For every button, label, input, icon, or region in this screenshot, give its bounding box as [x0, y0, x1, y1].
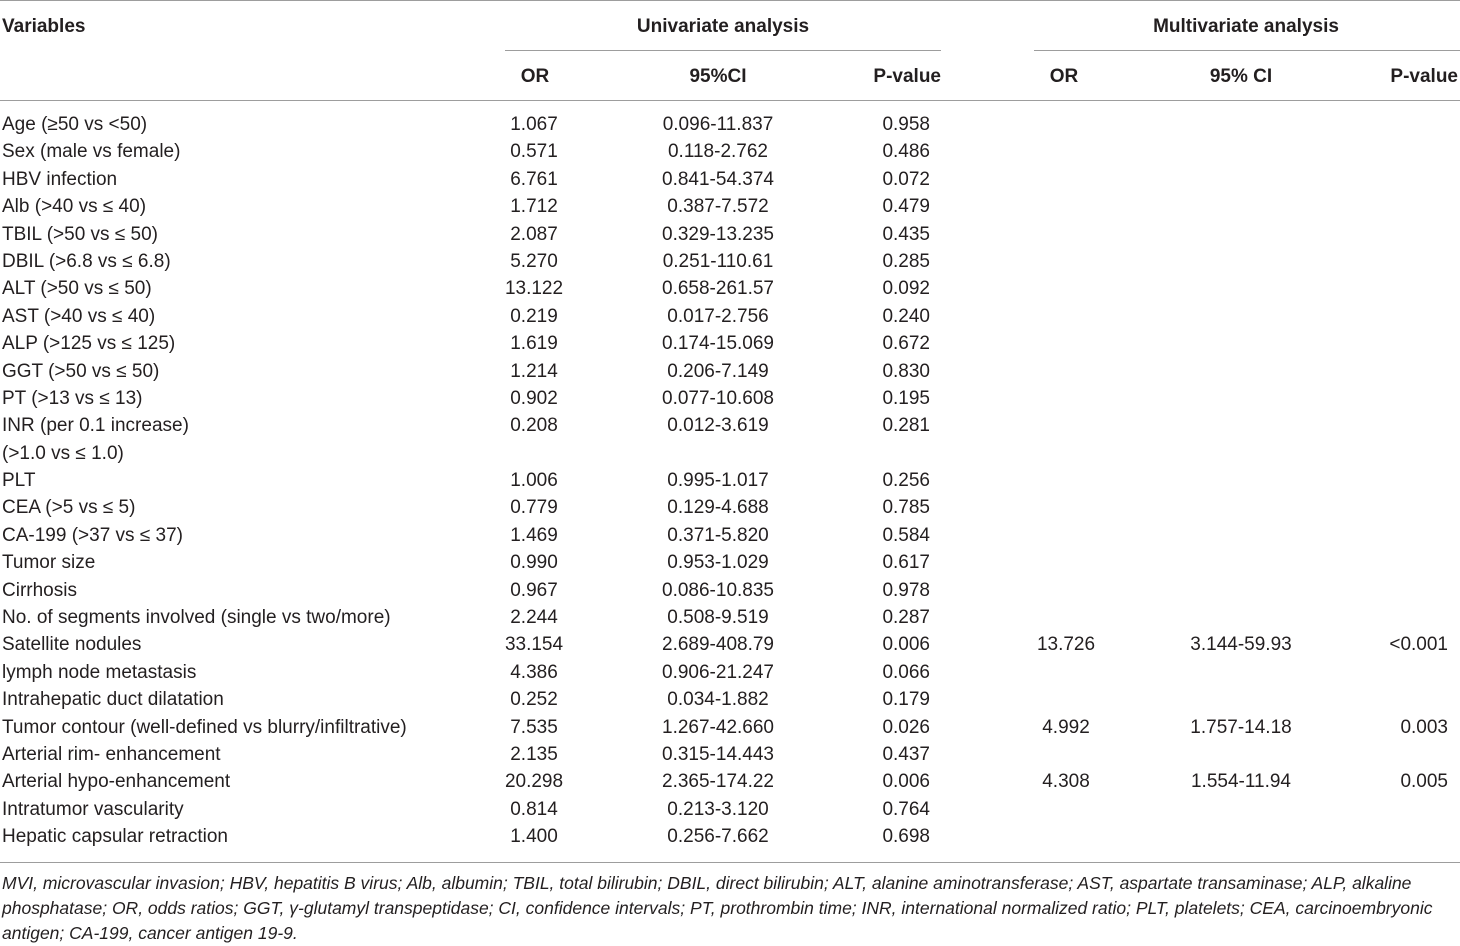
univariate-span-rule [505, 50, 941, 51]
header-uni-ci: 95%CI [689, 66, 747, 87]
cell-variable: Arterial rim- enhancement [2, 743, 221, 765]
cell-uni-p: 0.026 [882, 716, 930, 738]
cell-variable: ALT (>50 vs ≤ 50) [2, 278, 152, 300]
cell-uni-p: 0.698 [882, 826, 930, 848]
cell-variable: lymph node metastasis [2, 661, 197, 683]
cell-uni-ci: 0.213-3.120 [667, 798, 769, 820]
multivariate-span-rule [1034, 50, 1460, 51]
cell-uni-p: 0.195 [882, 387, 930, 409]
cell-multi-or: 4.992 [1042, 716, 1090, 738]
table-row [0, 768, 1460, 795]
cell-uni-ci: 0.256-7.662 [667, 826, 769, 848]
cell-uni-p: 0.256 [882, 470, 930, 492]
cell-uni-or: 0.967 [510, 579, 558, 601]
cell-variable: PT (>13 vs ≤ 13) [2, 387, 143, 409]
cell-variable: Tumor size [2, 552, 96, 574]
table-row [0, 741, 1460, 768]
cell-uni-p: 0.479 [882, 196, 930, 218]
cell-uni-ci: 0.118-2.762 [667, 141, 769, 163]
cell-uni-ci: 2.689-408.79 [662, 634, 774, 656]
cell-uni-or: 0.902 [510, 387, 558, 409]
cell-uni-p: 0.006 [882, 634, 930, 656]
cell-uni-ci: 0.995-1.017 [667, 470, 769, 492]
cell-uni-or: 0.571 [510, 141, 558, 163]
cell-uni-ci: 2.365-174.22 [662, 771, 774, 793]
table-row [0, 358, 1460, 385]
table-row [0, 221, 1460, 248]
cell-uni-ci: 0.315-14.443 [662, 743, 774, 765]
cell-uni-or: 1.006 [510, 470, 558, 492]
cell-uni-p: 0.240 [882, 305, 930, 327]
cell-uni-ci: 0.096-11.837 [662, 114, 774, 135]
cell-uni-ci: 0.371-5.820 [667, 524, 769, 546]
cell-variable: Alb (>40 vs ≤ 40) [2, 196, 147, 218]
cell-variable: CEA (>5 vs ≤ 5) [2, 497, 136, 519]
table-row [0, 577, 1460, 604]
cell-variable: TBIL (>50 vs ≤ 50) [2, 223, 158, 245]
cell-uni-or: 13.122 [504, 278, 564, 300]
header-multi-ci: 95% CI [1209, 66, 1273, 87]
cell-uni-or: 1.400 [510, 826, 558, 848]
cell-uni-or: 5.270 [510, 250, 558, 272]
cell-uni-ci: 0.387-7.572 [667, 196, 769, 218]
cell-multi-p: <0.001 [1389, 634, 1448, 656]
cell-variable: Arterial hypo-enhancement [2, 771, 231, 793]
cell-uni-ci: 0.086-10.835 [662, 579, 774, 601]
table-row [0, 494, 1460, 521]
cell-uni-ci: 0.129-4.688 [667, 497, 769, 519]
table-row [0, 796, 1460, 823]
table-top-rule [0, 0, 1460, 1]
cell-variable: Intratumor vascularity [2, 798, 184, 820]
cell-uni-or: 0.990 [510, 552, 558, 574]
cell-variable: (>1.0 vs ≤ 1.0) [2, 442, 124, 464]
table-row [0, 686, 1460, 713]
cell-uni-or: 1.469 [510, 524, 558, 546]
cell-multi-or: 13.726 [1036, 634, 1096, 656]
cell-uni-ci: 0.174-15.069 [662, 333, 774, 355]
cell-uni-or: 7.535 [510, 716, 558, 738]
cell-multi-p: 0.003 [1400, 716, 1448, 738]
cell-uni-or: 0.208 [510, 415, 558, 437]
cell-variable: ALP (>125 vs ≤ 125) [2, 333, 176, 355]
header-variables: Variables [2, 16, 86, 37]
cell-uni-or: 1.214 [510, 360, 558, 382]
header-multivariate: Multivariate analysis [1153, 16, 1339, 37]
table-body [0, 111, 1460, 851]
cell-uni-ci: 0.077-10.608 [662, 387, 774, 409]
cell-uni-or: 2.244 [510, 607, 558, 629]
header-multi-or: OR [1049, 66, 1079, 87]
cell-variable: Sex (male vs female) [2, 141, 181, 163]
cell-variable: DBIL (>6.8 vs ≤ 6.8) [2, 250, 171, 272]
table-row [0, 385, 1460, 412]
cell-variable: HBV infection [2, 168, 118, 190]
cell-uni-or: 0.814 [510, 798, 558, 820]
cell-uni-or: 0.779 [510, 497, 558, 519]
table-row [0, 330, 1460, 357]
cell-uni-p: 0.435 [882, 223, 930, 245]
cell-uni-p: 0.830 [882, 360, 930, 382]
cell-variable: Age (≥50 vs <50) [2, 114, 148, 135]
table-row [0, 440, 1460, 467]
cell-variable: Tumor contour (well-defined vs blurry/infiltrative) [2, 716, 407, 738]
cell-multi-or: 4.308 [1042, 771, 1090, 793]
cell-uni-ci: 0.251-110.61 [662, 250, 774, 272]
table-row [0, 248, 1460, 275]
cell-uni-p: 0.179 [882, 689, 930, 711]
cell-uni-p: 0.584 [882, 524, 930, 546]
cell-uni-or: 2.135 [510, 743, 558, 765]
table-row [0, 111, 1460, 138]
cell-uni-p: 0.066 [882, 661, 930, 683]
table-row [0, 138, 1460, 165]
header-uni-or: OR [520, 66, 550, 87]
table-row [0, 467, 1460, 494]
cell-multi-ci: 1.554-11.94 [1190, 771, 1292, 793]
cell-uni-p: 0.437 [882, 743, 930, 765]
cell-variable: Intrahepatic duct dilatation [2, 689, 224, 711]
cell-uni-ci: 0.953-1.029 [667, 552, 769, 574]
cell-variable: No. of segments involved (single vs two/more) [2, 607, 391, 629]
cell-uni-or: 4.386 [510, 661, 558, 683]
cell-uni-ci: 0.508-9.519 [667, 607, 769, 629]
cell-variable: GGT (>50 vs ≤ 50) [2, 360, 160, 382]
table-row [0, 303, 1460, 330]
cell-uni-p: 0.978 [882, 579, 930, 601]
cell-multi-p: 0.005 [1400, 771, 1448, 793]
table-row [0, 714, 1460, 741]
cell-uni-or: 0.219 [510, 305, 558, 327]
cell-uni-or: 33.154 [504, 634, 564, 656]
cell-multi-ci: 3.144-59.93 [1190, 634, 1292, 656]
cell-uni-or: 1.619 [510, 333, 558, 355]
cell-uni-p: 0.092 [882, 278, 930, 300]
cell-uni-or: 2.087 [510, 223, 558, 245]
cell-uni-ci: 0.841-54.374 [662, 168, 774, 190]
header-bottom-rule [0, 100, 1460, 101]
cell-variable: Hepatic capsular retraction [2, 826, 228, 848]
cell-uni-or: 6.761 [510, 168, 558, 190]
cell-uni-ci: 0.012-3.619 [667, 415, 769, 437]
cell-uni-p: 0.006 [882, 771, 930, 793]
cell-uni-p: 0.958 [882, 114, 930, 135]
cell-uni-ci: 1.267-42.660 [662, 716, 774, 738]
header-multi-p: P-value [1390, 66, 1458, 87]
table-row [0, 823, 1460, 850]
cell-uni-ci: 0.017-2.756 [667, 305, 769, 327]
cell-variable: Satellite nodules [2, 634, 142, 656]
table-row [0, 275, 1460, 302]
table-bottom-rule [0, 862, 1460, 863]
cell-uni-p: 0.785 [882, 497, 930, 519]
cell-multi-ci: 1.757-14.18 [1190, 716, 1292, 738]
cell-uni-or: 1.067 [510, 114, 558, 135]
cell-uni-ci: 0.658-261.57 [662, 278, 774, 300]
cell-uni-or: 20.298 [504, 771, 564, 793]
cell-uni-p: 0.672 [882, 333, 930, 355]
table-row [0, 659, 1460, 686]
table-row [0, 193, 1460, 220]
table-row [0, 166, 1460, 193]
cell-uni-p: 0.617 [882, 552, 930, 574]
table-row [0, 412, 1460, 439]
table-row [0, 631, 1460, 658]
header-uni-p: P-value [873, 66, 941, 87]
cell-uni-ci: 0.206-7.149 [667, 360, 769, 382]
cell-uni-p: 0.281 [882, 415, 930, 437]
cell-uni-p: 0.764 [882, 798, 930, 820]
cell-uni-p: 0.486 [882, 141, 930, 163]
cell-variable: PLT [2, 470, 36, 492]
cell-uni-ci: 0.034-1.882 [667, 689, 769, 711]
table-row [0, 549, 1460, 576]
table-row [0, 604, 1460, 631]
table-footnote: MVI, microvascular invasion; HBV, hepatitis B virus; Alb, albumin; TBIL, total bilirubin; DBIL, direct bilirubin; ALT, alanine aminotransferase; AST, aspartate transaminase; ALP, alkaline phosphatase; OR, odds ratios; GGT, γ-glutamyl transpeptidase; CI, confidence intervals; PT, prothrombin time; INR, international normalized ratio; PLT, platelets; CEA, carcinoembryonic antigen; CA-199, cancer antigen 19-9. [2, 873, 1433, 943]
cell-variable: Cirrhosis [2, 579, 77, 601]
cell-uni-p: 0.285 [882, 250, 930, 272]
table-row [0, 522, 1460, 549]
cell-uni-p: 0.072 [882, 168, 930, 190]
cell-uni-p: 0.287 [882, 607, 930, 629]
cell-uni-or: 0.252 [510, 689, 558, 711]
cell-variable: CA-199 (>37 vs ≤ 37) [2, 524, 183, 546]
header-univariate: Univariate analysis [636, 16, 810, 37]
cell-uni-or: 1.712 [510, 196, 558, 218]
cell-uni-ci: 0.329-13.235 [662, 223, 774, 245]
cell-variable: INR (per 0.1 increase) [2, 415, 189, 437]
cell-uni-ci: 0.906-21.247 [662, 661, 774, 683]
cell-variable: AST (>40 vs ≤ 40) [2, 305, 156, 327]
